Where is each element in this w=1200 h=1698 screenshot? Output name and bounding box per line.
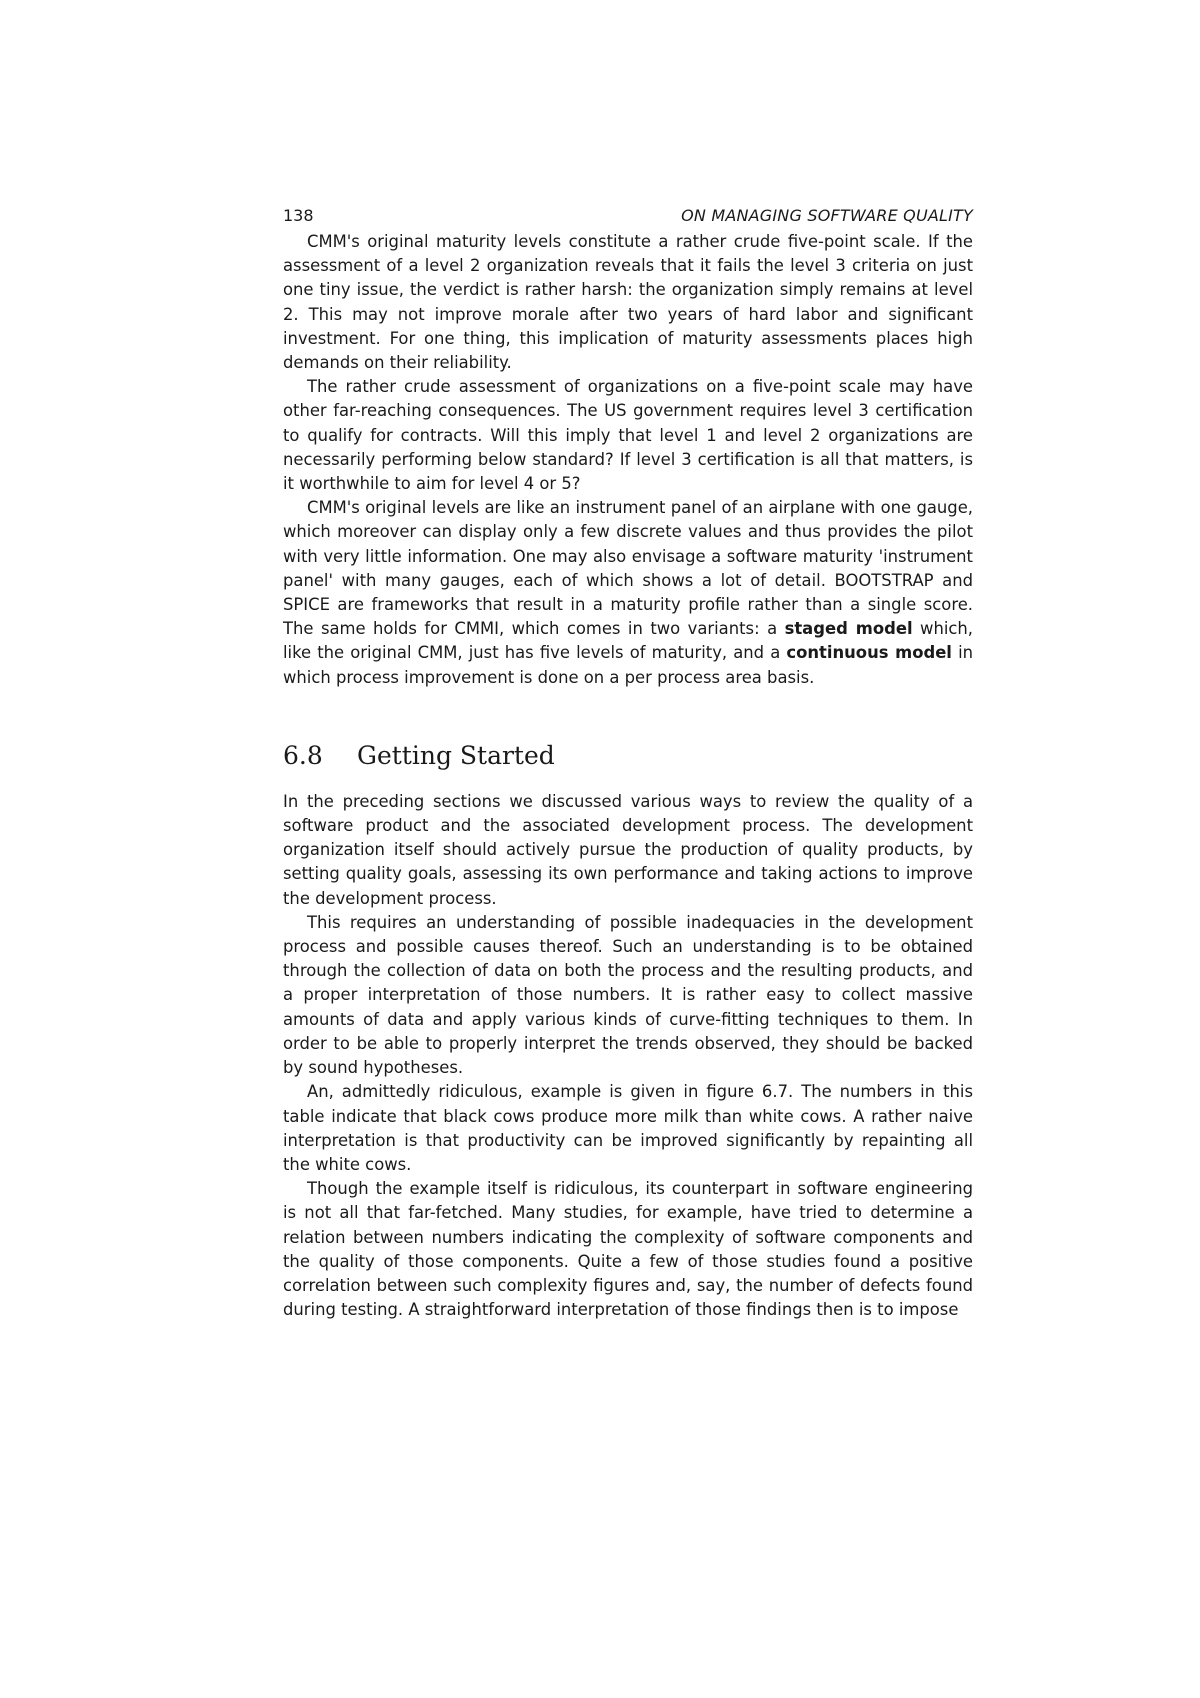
emphasized-term: continuous model (786, 643, 952, 663)
paragraph-text: in which process improvement is done on a per process area basis. (283, 643, 974, 687)
paragraph: The rather crude assessment of organizations on a five-point scale may have other far-reaching consequences. The US government requires level 3 certification to qualify for contracts. Will this imply that level 1 and level 2 organizations are necessarily performing below standard? If level 3 certification is all that matters, is it worthwhile to aim for level 4 or 5? (283, 377, 973, 494)
paragraph: This requires an understanding of possible inadequacies in the development process and possible causes thereof. Such an understanding is to be obtained through the collection of data on both the process and the resulting products, and a proper interpretation of those numbers. It is rather easy to collect massive amounts of data and apply various kinds of curve-fitting techniques to them. In order to be able to properly interpret the trends observed, they should be backed by sound hypotheses. (283, 912, 973, 1078)
chapter-title: ON MANAGING SOFTWARE QUALITY (681, 206, 973, 225)
emphasized-term: staged model (784, 619, 913, 639)
document-page (283, 204, 973, 1322)
paragraph-text: CMM's original levels are like an instrument panel of an airplane with one gauge, which moreover can display only a few discrete values and thus provides the pilot with very little information. One may also envisage a software maturity 'instrument panel' with many gauges, each of which shows a lot of detail. BOOTSTRAP and SPICE are frameworks that result in a maturity profile rather than a single score. The same holds for CMMI, which comes in two variants: a (283, 498, 973, 639)
paragraph: An, admittedly ridiculous, example is given in figure 6.7. The numbers in this table indicate that black cows produce more milk than white cows. A rather naive interpretation is that productivity can be improved significantly by repainting all the white cows. (283, 1082, 973, 1174)
paragraph-text: which, like the original CMM, just has five levels of maturity, and a (283, 619, 973, 663)
paragraph: In the preceding sections we discussed various ways to review the quality of a software product and the associated development process. The development organization itself should actively pursue the production of quality products, by setting quality goals, assessing its own performance and taking actions to improve the development process. (283, 791, 973, 908)
paragraph: Though the example itself is ridiculous, its counterpart in software engineering is not all that far-fetched. Many studies, for example, have tried to determine a relation between numbers indicating the complexity of software components and the quality of those components. Quite a few of those studies found a positive correlation between such complexity figures and, say, the number of defects found during testing. A straightforward interpretation of those findings then is to impose (283, 1179, 973, 1320)
paragraph-cmm-levels (283, 496, 973, 690)
section-heading (283, 740, 973, 772)
section-title: Getting Started (357, 740, 555, 770)
page-number: 138 (283, 206, 314, 225)
paragraph: CMM's original maturity levels constitute a rather crude five-point scale. If the assessment of a level 2 organization reveals that it fails the level 3 criteria on just one tiny issue, the verdict is rather harsh: the organization simply remains at level 2. This may not improve morale after two years of hard labor and significant investment. For one thing, this implication of maturity assessments places high demands on their reliability. (283, 232, 973, 373)
running-header (283, 204, 973, 228)
section-number: 6.8 (283, 740, 323, 770)
